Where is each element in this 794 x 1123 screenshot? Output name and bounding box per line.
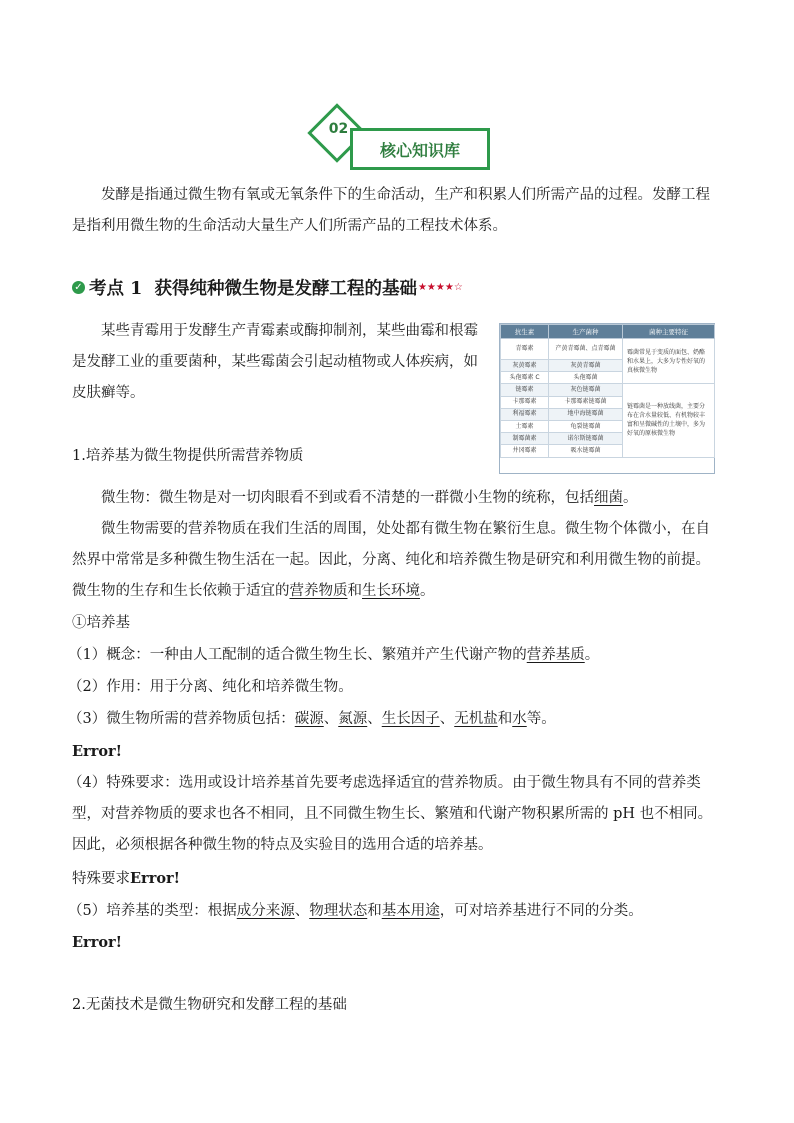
item5-end: ，可对培养基进行不同的分类。 bbox=[439, 903, 643, 919]
table-cell: 青霉素 bbox=[501, 339, 549, 360]
table-cell: 井冈霉素 bbox=[501, 445, 549, 457]
table-cell: 链霉素 bbox=[501, 384, 549, 396]
para2-line-2: 然界中常常是多种微生物生活在一起。因此，分离、纯化和培养微生物是研究和利用微生物的前提。 bbox=[72, 552, 710, 568]
table-cell: 卡那霉素链霉菌 bbox=[549, 396, 623, 408]
kaodian-heading bbox=[72, 275, 463, 300]
para2-text: 微生物的生存和生长依赖于适宜的 bbox=[72, 583, 290, 599]
heading-2: 2.无菌技术是微生物研究和发酵工程的基础 bbox=[72, 997, 347, 1013]
item5-sep: 和 bbox=[367, 903, 382, 919]
check-circle-icon: ✓ bbox=[72, 281, 85, 294]
item3-sep: 和 bbox=[497, 711, 513, 727]
item3-sep: 、 bbox=[367, 711, 382, 727]
table-cell: 头孢霉菌 bbox=[549, 372, 623, 384]
badge-title: 核心知识库 bbox=[353, 131, 487, 167]
micro-def-underlined: 细菌 bbox=[594, 490, 623, 506]
item3-sep: 、 bbox=[323, 711, 339, 727]
para-nutrition bbox=[72, 514, 742, 607]
item4-line-1: （4）特殊要求：选用或设计培养基首先要考虑选择适宜的营养物质。由于微生物具有不同的营养类 bbox=[68, 775, 701, 791]
para2-underlined: 营养物质 bbox=[289, 583, 348, 599]
mold-line-2: 是发酵工业的重要菌种，某些霉菌会引起动植物或人体疾病，如 bbox=[72, 354, 478, 370]
error-text-1: Error! bbox=[72, 743, 123, 760]
item3-underlined: 无机盐 bbox=[454, 711, 498, 727]
item1-end: 。 bbox=[584, 647, 600, 663]
error-text-2: Error! bbox=[72, 934, 123, 951]
item3-text: （3）微生物所需的营养物质包括： bbox=[68, 711, 295, 727]
feature-cell-mold: 霉菌常见于变质的面包、奶酪和水果上，大多为专性好氧的真核微生物 bbox=[623, 339, 715, 384]
item5-underlined: 基本用途 bbox=[381, 903, 440, 919]
table-row bbox=[501, 339, 715, 360]
item5-text: （5）培养基的类型：根据 bbox=[68, 903, 237, 919]
mold-paragraph bbox=[72, 316, 492, 409]
table-cell: 吸水链霉菌 bbox=[549, 445, 623, 457]
mold-line-3: 皮肤癣等。 bbox=[72, 385, 145, 401]
antibiotic-table bbox=[499, 323, 715, 474]
table-cell: 龟裂链霉菌 bbox=[549, 420, 623, 432]
item3-end: 等。 bbox=[526, 711, 556, 727]
para2-text: 。 bbox=[420, 583, 435, 599]
table-cell: 灰色链霉菌 bbox=[549, 384, 623, 396]
special-requirement bbox=[72, 863, 180, 895]
item3-underlined: 生长因子 bbox=[381, 711, 440, 727]
error-text-special: Error! bbox=[130, 870, 181, 887]
special-label: 特殊要求 bbox=[72, 871, 130, 887]
table-cell: 利福霉素 bbox=[501, 408, 549, 420]
item3-underlined: 碳源 bbox=[294, 711, 324, 727]
para2-line-3 bbox=[72, 576, 742, 607]
intro-line-2: 是指利用微生物的生命活动大量生产人们所需产品的工程技术体系。 bbox=[72, 218, 507, 234]
item-5 bbox=[68, 896, 643, 927]
item3-underlined: 水 bbox=[512, 711, 527, 727]
item-1 bbox=[68, 640, 599, 671]
table-cell: 地中海链霉菌 bbox=[549, 408, 623, 420]
item4-line-2: 型，对营养物质的要求也各不相同，且不同微生物生长、繁殖和代谢产物积累所需的 pH 也不相同。 bbox=[72, 806, 713, 822]
micro-def-end: 。 bbox=[623, 490, 638, 506]
item5-underlined: 成分来源 bbox=[236, 903, 295, 919]
table-cell: 土霉素 bbox=[501, 420, 549, 432]
badge-title-box bbox=[350, 128, 490, 170]
media-title: ①培养基 bbox=[72, 615, 130, 631]
feature-cell-strep: 链霉菌是一种放线菌，主要分布在含水量较低、有机物较丰富和呈微碱性的土壤中，多为好氧的原核微生物 bbox=[623, 384, 715, 457]
table-header: 生产菌种 bbox=[549, 325, 623, 339]
item3-sep: 、 bbox=[439, 711, 455, 727]
para2-text: 和 bbox=[347, 583, 362, 599]
table-cell: 灰黄霉素 bbox=[501, 360, 549, 372]
heading-1: 1.培养基为微生物提供所需营养物质 bbox=[72, 448, 304, 464]
table-cell: 头孢霉素 C bbox=[501, 372, 549, 384]
table-cell: 灰黄青霉菌 bbox=[549, 360, 623, 372]
item-2: （2）作用：用于分离、纯化和培养微生物。 bbox=[68, 679, 353, 695]
table-header: 抗生素 bbox=[501, 325, 549, 339]
micro-def-text: 微生物：微生物是对一切肉眼看不到或看不清楚的一群微小生物的统称，包括 bbox=[101, 490, 594, 506]
item-3 bbox=[68, 704, 556, 735]
rating-stars: ★★★★☆ bbox=[417, 282, 463, 293]
micro-definition bbox=[72, 483, 742, 514]
item-4 bbox=[68, 768, 738, 861]
mold-line-1: 某些青霉用于发酵生产青霉素或酶抑制剂，某些曲霉和根霉 bbox=[101, 323, 478, 339]
badge-number: 02 bbox=[328, 121, 349, 137]
para2-underlined: 生长环境 bbox=[362, 583, 420, 599]
table-cell: 卡那霉素 bbox=[501, 396, 549, 408]
table-header: 菌种主要特征 bbox=[623, 325, 715, 339]
intro-line-1: 发酵是指通过微生物有氧或无氧条件下的生命活动，生产和积累人们所需产品的过程。发酵工程 bbox=[101, 187, 710, 203]
table-cell: 诺尔斯链霉菌 bbox=[549, 433, 623, 445]
item4-line-3: 因此，必须根据各种微生物的特点及实验目的选用合适的培养基。 bbox=[72, 837, 493, 853]
table-cell: 产黄青霉菌、点青霉菌 bbox=[549, 339, 623, 360]
table-row bbox=[501, 384, 715, 396]
item5-sep: 、 bbox=[294, 903, 310, 919]
table-cell: 制霉菌素 bbox=[501, 433, 549, 445]
item1-text: （1）概念：一种由人工配制的适合微生物生长、繁殖并产生代谢产物的 bbox=[68, 647, 527, 663]
item5-underlined: 物理状态 bbox=[309, 903, 368, 919]
item1-underlined: 营养基质 bbox=[526, 647, 585, 663]
table-header-row bbox=[501, 325, 715, 339]
intro-paragraph bbox=[72, 180, 732, 242]
kaodian-title: 考点 1 获得纯种微生物是发酵工程的基础 bbox=[89, 279, 417, 299]
item3-underlined: 氮源 bbox=[338, 711, 368, 727]
para2-line-1: 微生物需要的营养物质在我们生活的周围，处处都有微生物在繁衍生息。微生物个体微小，在自 bbox=[101, 521, 710, 537]
section-badge bbox=[306, 102, 492, 172]
